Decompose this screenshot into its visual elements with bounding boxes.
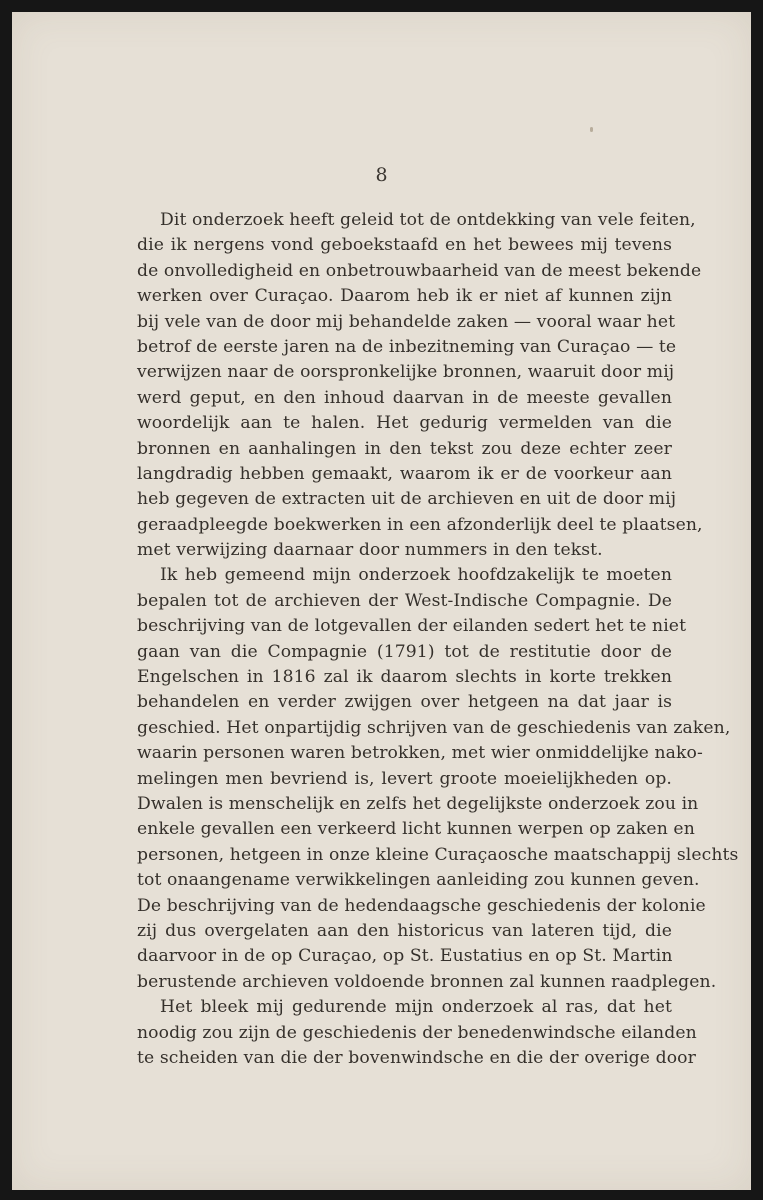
- text-line: verwijzen naar de oorspronkelijke bronnen, waaruit door mij: [137, 362, 675, 383]
- text-line: Het bleek mij gedurende mijn onderzoek al ras, dat het: [160, 997, 672, 1018]
- text-line: woordelijk aan te halen. Het gedurig vermelden van die: [137, 413, 672, 434]
- text-line: bronnen en aanhalingen in den tekst zou deze echter zeer: [137, 438, 672, 459]
- document-page: [12, 12, 751, 1190]
- text-line: bij vele van de door mij behandelde zaken — vooral waar het: [137, 311, 676, 332]
- page-number: 8: [375, 164, 388, 186]
- text-line: beschrijving van de lotgevallen der eilanden sedert het te niet: [137, 616, 687, 637]
- text-line: de onvolledigheid en onbetrouwbaarheid van de meest bekende: [137, 260, 702, 281]
- text-line: werken over Curaçao. Daarom heb ik er niet af kunnen zijn: [137, 286, 672, 307]
- text-line: die ik nergens vond geboekstaafd en het bewees mij tevens: [137, 235, 672, 256]
- text-line: melingen men bevriend is, levert groote moeielijkheden op.: [137, 768, 672, 789]
- text-line: enkele gevallen een verkeerd licht kunnen werpen op zaken en: [137, 819, 695, 840]
- text-line: Engelschen in 1816 zal ik daarom slechts in korte trekken: [137, 667, 672, 688]
- text-line: De beschrijving van de hedendaagsche geschiedenis der kolonie: [137, 895, 706, 916]
- text-line: heb gegeven de extracten uit de archieven en uit de door mij: [137, 489, 677, 510]
- text-line: geschied. Het onpartijdig schrijven van de geschiedenis van zaken,: [137, 717, 731, 738]
- body-text: [137, 208, 739, 1071]
- text-line: met verwijzing daarnaar door nummers in den tekst.: [137, 540, 603, 561]
- text-line: personen, hetgeen in onze kleine Curaçaosche maatschappij slechts: [137, 844, 739, 865]
- text-line: daarvoor in de op Curaçao, op St. Eustatius en op St. Martin: [137, 946, 673, 967]
- text-line: waarin personen waren betrokken, met wier onmiddelijke nako-: [137, 743, 703, 764]
- text-line: gaan van die Compagnie (1791) tot de restitutie door de: [137, 641, 672, 662]
- text-line: langdradig hebben gemaakt, waarom ik er de voorkeur aan: [137, 463, 672, 484]
- text-line: bepalen tot de archieven der West-Indische Compagnie. De: [137, 590, 672, 611]
- paper-speck: [590, 127, 593, 132]
- text-line: zij dus overgelaten aan den historicus van lateren tijd, die: [137, 920, 672, 941]
- text-line: behandelen en verder zwijgen over hetgeen na dat jaar is: [137, 692, 672, 713]
- text-line: te scheiden van die der bovenwindsche en die der overige door: [137, 1047, 696, 1068]
- text-line: Dit onderzoek heeft geleid tot de ontdekking van vele feiten,: [160, 210, 696, 230]
- text-line: geraadpleegde boekwerken in een afzonderlijk deel te plaatsen,: [137, 514, 703, 535]
- text-line: berustende archieven voldoende bronnen zal kunnen raadplegen.: [137, 971, 717, 992]
- text-line: betrof de eerste jaren na de inbezitneming van Curaçao — te: [137, 336, 677, 357]
- text-line: tot onaangename verwikkelingen aanleiding zou kunnen geven.: [137, 870, 700, 891]
- text-line: Dwalen is menschelijk en zelfs het degelijkste onderzoek zou in: [137, 793, 699, 814]
- text-line: noodig zou zijn de geschiedenis der benedenwindsche eilanden: [137, 1022, 697, 1043]
- text-line: Ik heb gemeend mijn onderzoek hoofdzakelijk te moeten: [160, 565, 672, 586]
- text-line: werd geput, en den inhoud daarvan in de meeste gevallen: [137, 387, 672, 408]
